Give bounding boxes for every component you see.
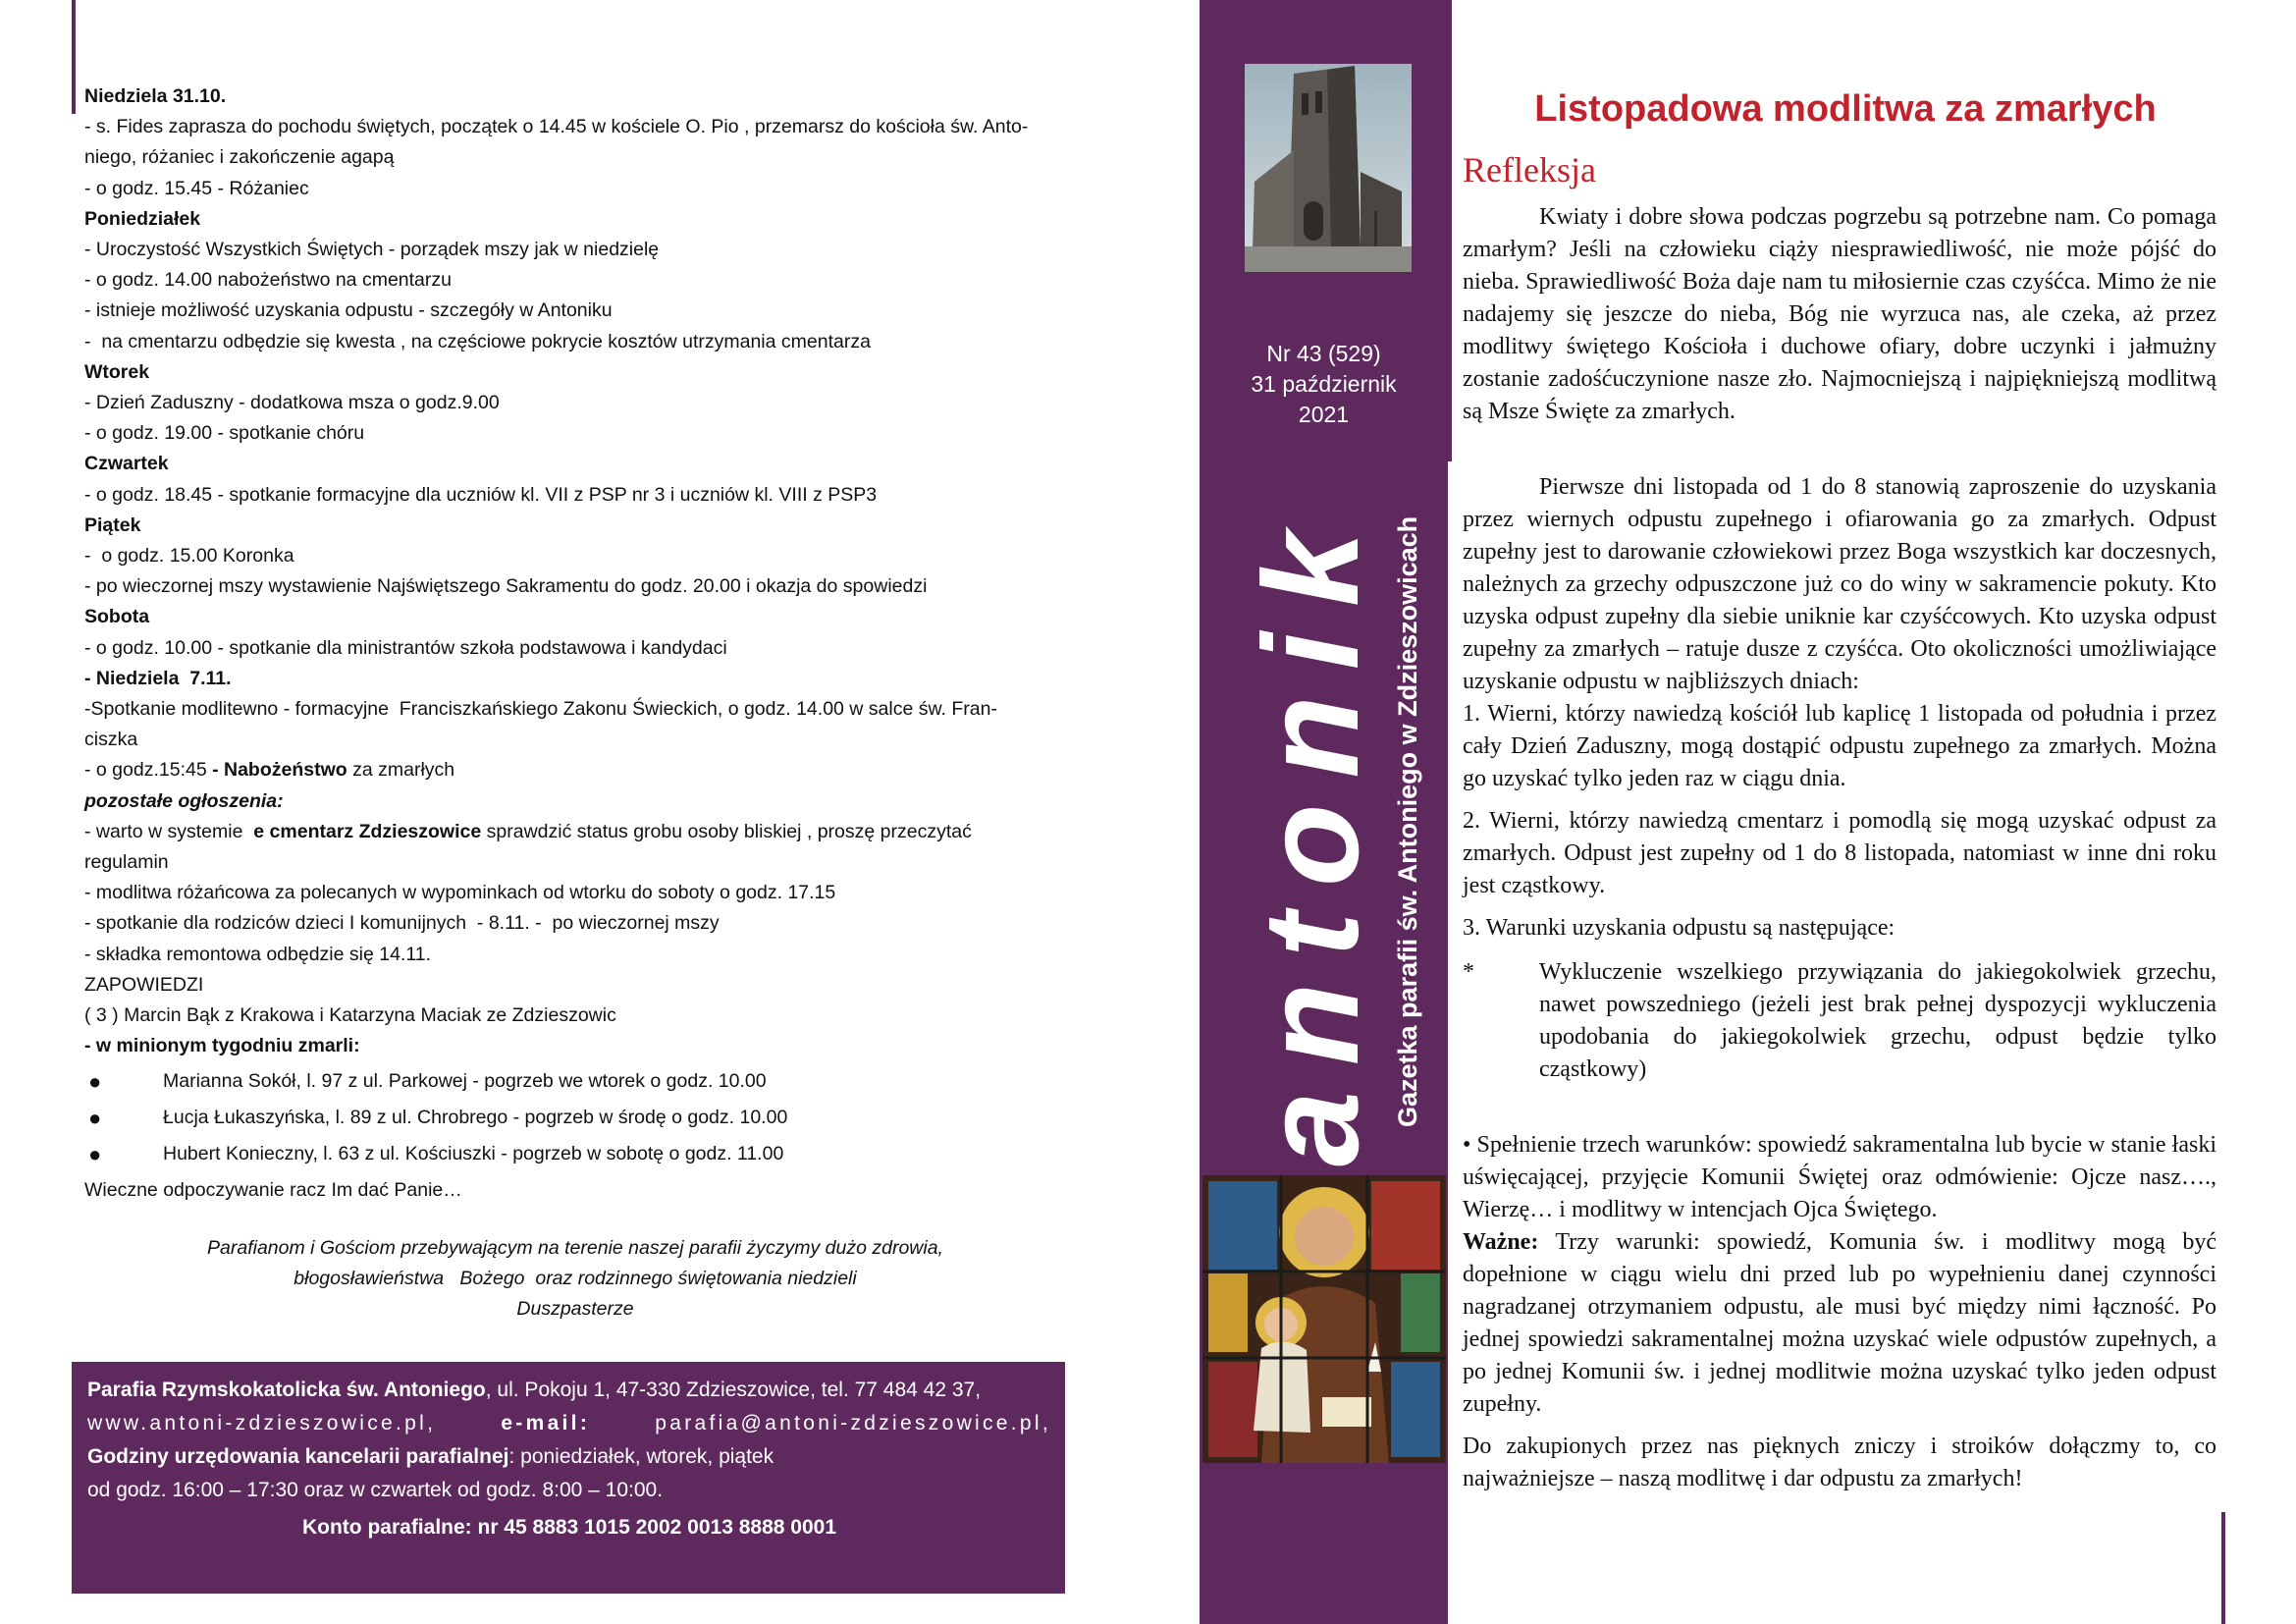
band-tick-left [1200,304,1209,310]
announcement-line: Czwartek [84,453,169,475]
wishes-line-2: błogosławieństwa Bożego oraz rodzinnego świętowania niedzieli [294,1268,857,1289]
wishes-signature: Duszpasterze [516,1298,634,1320]
article-paragraph-5: 3. Warunki uzyskania odpustu są następujące: [1463,915,1896,941]
article-subhead: Refleksja [1463,150,1596,189]
announcement-line: - modlitwa różańcowa za polecanych w wypominkach od wtorku do soboty o godz. 17.15 [84,882,836,904]
church-photo [1245,64,1412,272]
bullet-icon: ● [88,1141,102,1166]
article-title: Listopadowa modlitwa za zmarłych [1534,88,2157,130]
saint-anthony-stained-glass [1202,1175,1446,1463]
deceased-entry: Łucja Łukaszyńska, l. 89 z ul. Chrobrego - pogrzeb w środę o godz. 10.00 [163,1106,788,1128]
announcement-line: ( 3 ) Marcin Bąk z Krakowa i Katarzyna Maciak ze Zdzieszowic [84,1004,616,1027]
announcement-line: - po wieczornej mszy wystawienie Najświętszego Sakramentu do godz. 20.00 i okazja do spowiedzi [84,575,928,598]
list-star-marker: * [1463,959,1474,985]
article-paragraph-2: Pierwsze dni listopada od 1 do 8 stanowią zaproszenie do uzyskania przez wiernych odpustu zupełnego i ofiarowania go za zmarłych. Odpust zupełny jest to darowanie człowiekowi przez Boga wszystkich kar doczesnych, należnych za grzechy odpuszczone już co do winy w sakramencie pokuty. Kto uzyska odpust zupełny dla siebie uniknie kar czyśćcowych. Kto uzyska odpust zupełny za zmarłych – ratuje dusze z czyśćca. Oto okoliczności umożliwiające uzyskanie odpustu w najbliższych dniach: [1463,474,2216,694]
announcement-line: - Uroczystość Wszystkich Świętych - porządek mszy jak w niedzielę [84,239,660,261]
bank-account: Konto parafialne: nr 45 8883 1015 2002 0013 8888 0001 [301,1516,836,1539]
announcements [84,81,1066,1206]
announcement-line: regulamin [84,851,169,874]
announcement-line: Poniedziałek [84,207,201,230]
announcement-line: Piątek [84,514,141,536]
email-label: e-mail: [501,1412,591,1435]
right-column-rule-bottom [2221,1512,2225,1624]
announcement-line: Sobota [84,606,150,628]
article-body [1463,201,2216,1495]
deceased-entry: Marianna Sokół, l. 97 z ul. Parkowej - pogrzeb we wtorek o godz. 10.00 [163,1069,767,1092]
wishes-block [84,1233,1066,1325]
masthead-title-vertical [1210,440,1431,1181]
announcement-line: - o godz. 15.00 Koronka [84,545,294,568]
deceased-list-item [84,1066,1066,1097]
issue-date: 31 październik [1251,371,1397,397]
band-tick-right [1438,304,1448,310]
newspaper-title: antonik [1236,506,1387,1166]
parish-name: Parafia Rzymskokatolicka św. Antoniego [87,1379,486,1401]
deceased-list-item [84,1103,1066,1133]
article-condition-item [1463,956,2216,1086]
web-email-line [87,1407,1051,1440]
issue-info [1200,339,1448,430]
article-paragraph-8 [1463,1226,2216,1421]
announcement-line: - w minionym tygodniu zmarli: [84,1035,360,1057]
bullet-icon: ● [88,1105,102,1130]
parish-contact-box [72,1362,1065,1594]
announcement-line: - składka remontowa odbędzie się 14.11. [84,943,432,965]
office-hours-label: Godziny urzędowania kancelarii parafialnej [87,1445,509,1468]
announcement-line: - warto w systemie e cmentarz Zdzieszowice sprawdzić status grobu osoby bliskiej , proszę przeczytać [84,820,972,842]
issue-number: Nr 43 (529) [1266,341,1381,366]
office-hours-times: od godz. 16:00 – 17:30 oraz w czwartek od godz. 8:00 – 10:00. [87,1479,664,1501]
deceased-entry: Hubert Konieczny, l. 63 z ul. Kościuszki - pogrzeb w sobotę o godz. 11.00 [163,1142,784,1164]
wishes-line-1: Parafianom i Gościom przebywającym na terenie naszej parafii życzymy dużo zdrowia, [207,1237,943,1259]
office-hours-line [87,1440,1051,1474]
announcement-line: - o godz. 10.00 - spotkanie dla ministrantów szkoła podstawowa i kandydaci [84,636,727,659]
important-text: Trzy warunki: spowiedź, Komunia św. i modlitwy mogą być dopełnione w ciągu wielu dni przed lub po wypełnieniu danej czynności nagradzanej otrzymaniem odpustu, ale musi być między nimi łączność. Po jednej spowiedzi sakramentalnej można uzyskać wiele odpustów zupełnych, a po jednej Komunii św. i jednej modlitwie można uzyskać tylko jeden odpust zupełny. [1463,1229,2216,1417]
article-paragraph-6: Wykluczenie wszelkiego przywiązania do jakiegokolwiek grzechu, nawet powszedniego (jeżeli jest brak pełnej dyspozycji wykluczenia upodobania do jakiegokolwiek grzechu, odpust będzie tylko cząstkowy) [1539,959,2216,1082]
announcement-line: - istnieje możliwość uzyskania odpustu - szczegóły w Antoniku [84,299,613,322]
announcement-line: - o godz. 19.00 - spotkanie chóru [84,422,365,445]
left-column-rule [72,0,76,114]
announcement-line: - o godz. 14.00 nabożeństwo na cmentarzu [84,269,452,292]
parish-address: , ul. Pokoju 1, 47-330 Zdzieszowice, tel. 77 484 42 37, [485,1379,982,1401]
article-paragraph-7: • Spełnienie trzech warunków: spowiedź sakramentalna lub bycie w stanie łaski uświęcającej, przyjęcie Komunii Świętej oraz odmówienie: Ojcze nasz…., Wierzę… i modlitwy w intencjach Ojca Świętego. [1463,1132,2216,1222]
announcement-line: - Dzień Zaduszny - dodatkowa msza o godz.9.00 [84,392,500,414]
newspaper-subtitle: Gazetka parafii św. Antoniego w Zdzieszowicach [1393,515,1422,1127]
parish-address-line [87,1374,1051,1407]
article-paragraph-4: 2. Wierni, którzy nawiedzą cmentarz i pomodlą się mogą uzyskać odpust za zmarłych. Odpust jest zupełny od 1 do 8 listopada, natomiast w inne dni roku jest cząstkowy. [1463,808,2216,898]
parish-email-link[interactable]: parafia@antoni-zdzieszowice.pl, [655,1412,1051,1435]
article-paragraph-9: Do zakupionych przez nas pięknych zniczy i stroików dołączmy to, co najważniejsze – naszą modlitwę i dar odpustu za zmarłych! [1463,1434,2216,1491]
announcement-line: - o godz.15:45 - Nabożeństwo za zmarłych [84,759,455,782]
bullet-icon: ● [88,1068,102,1094]
announcement-line: - na cmentarzu odbędzie się kwesta , na częściowe pokrycie kosztów utrzymania cmentarza [84,330,871,352]
announcement-line: - o godz. 18.45 - spotkanie formacyjne dla uczniów kl. VII z PSP nr 3 i uczniów kl. VIII z PSP3 [84,483,878,506]
announcement-line: niego, różaniec i zakończenie agapą [84,146,395,169]
announcement-line: - s. Fides zaprasza do pochodu świętych, początek o 14.45 w kościele O. Pio , przemarsz do kościoła św. Anto- [84,116,1029,138]
article-paragraph-1: Kwiaty i dobre słowa podczas pogrzebu są potrzebne nam. Co pomaga zmarłym? Jeśli na człowieku ciąży niesprawiedliwość, nie może pójść do nieba. Sprawiedliwość Boża daje nam tu miłosiernie czas czyśćca. Mimo że nie nadajemy się jeszcze do nieba, Bóg nie wyrzuca nas, ale czeka, aż przez modlitwy świętego Kościoła i duchowe ofiary, dobre uczynki i jałmużny zostanie zadośćuczynione nasze zło. Najmocniejszą i najpiękniejszą modlitwą są Msze Święte za zmarłych. [1463,204,2216,424]
parish-website-link[interactable]: www.antoni-zdzieszowice.pl, [87,1412,437,1435]
deceased-list-item [84,1139,1066,1169]
announcement-line: - spotkanie dla rodziców dzieci I komunijnych - 8.11. - po wieczornej mszy [84,912,720,935]
right-column-rule [1448,0,1452,461]
announcement-line: ciszka [84,729,138,751]
announcement-line: pozostałe ogłoszenia: [84,789,284,812]
announcement-line: Niedziela 31.10. [84,85,227,107]
announcement-line: - Niedziela 7.11. [84,667,232,689]
stained-glass-illustration [1202,1175,1446,1463]
office-hours-days: : poniedziałek, wtorek, piątek [508,1445,774,1468]
band-tick-left-low [1200,1083,1209,1089]
announcement-line: -Spotkanie modlitewno - formacyjne Franciszkańskiego Zakonu Świeckich, o godz. 14.00 w salce św. Fran- [84,698,997,721]
issue-year: 2021 [1298,402,1350,427]
announcement-line: - o godz. 15.45 - Różaniec [84,177,309,199]
announcement-line: Wtorek [84,360,150,383]
closing-prayer: Wieczne odpoczywanie racz Im dać Panie… [84,1179,462,1202]
announcement-line: ZAPOWIEDZI [84,973,204,996]
church-illustration [1245,64,1412,272]
article-paragraph-3: 1. Wierni, którzy nawiedzą kościół lub kaplicę 1 listopada od południa i przez cały Dzień Zaduszny, mogą dostąpić odpustu zupełnego za zmarłych. Można go uzyskać tylko jeden raz w ciągu dnia. [1463,701,2216,791]
important-label: Ważne: [1463,1229,1539,1255]
